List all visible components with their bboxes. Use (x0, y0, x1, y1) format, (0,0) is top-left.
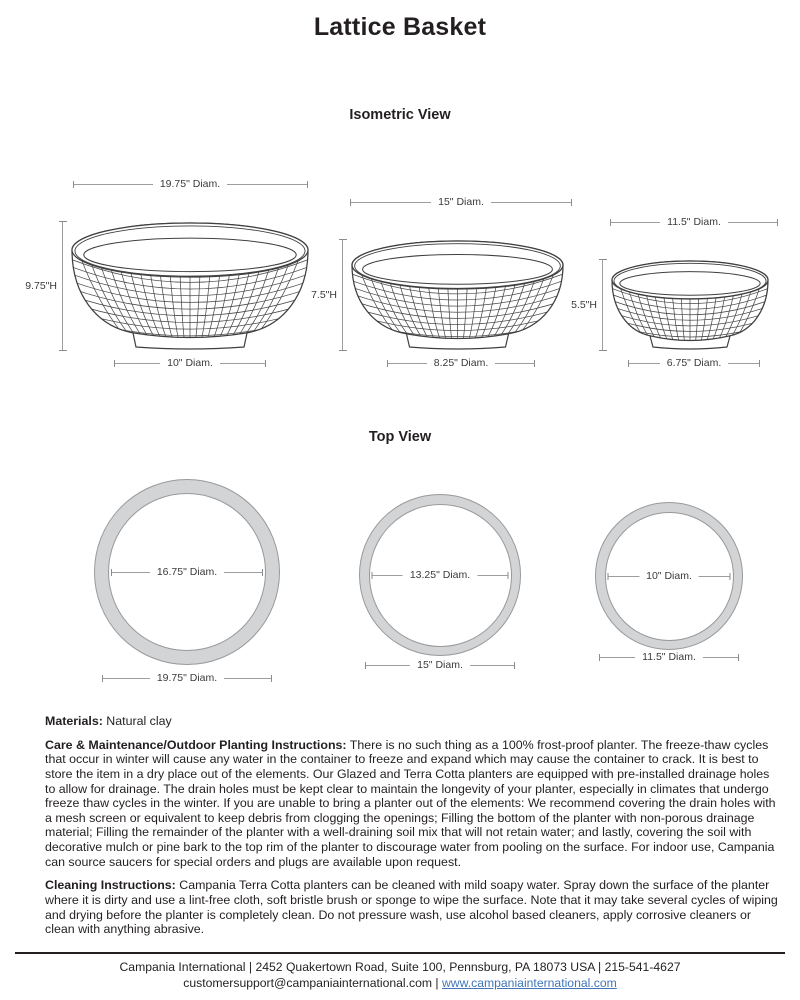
dim-line (103, 678, 150, 679)
planter-figure-small (552, 215, 778, 370)
dim-tick (759, 360, 760, 367)
outer-diameter-dimension (102, 671, 272, 685)
dim-line (600, 657, 635, 658)
dim-line (366, 665, 410, 666)
dim-tick (514, 662, 515, 669)
dim-line (62, 221, 63, 351)
dim-line (703, 657, 738, 658)
isometric-view-section (0, 158, 800, 370)
footer (0, 959, 800, 991)
dim-line (609, 576, 640, 577)
base-diameter-dimension (12, 356, 310, 370)
dimension-label: 7.5"H (311, 289, 337, 301)
footer-divider (15, 952, 785, 954)
dim-line (224, 572, 262, 573)
dim-tick (262, 569, 263, 576)
dim-tick (307, 181, 308, 188)
dimension-label: 11.5" Diam. (667, 216, 721, 228)
planter-isometric-drawing (610, 259, 770, 351)
care-label: Care & Maintenance/Outdoor Planting Instructions: (45, 737, 347, 752)
dim-line (602, 259, 603, 351)
dimension-label: 19.75" Diam. (156, 672, 218, 684)
top-view-heading: Top View (368, 429, 432, 445)
footer-contact-line (0, 975, 800, 991)
base-diameter-dimension (552, 356, 778, 370)
dim-tick (777, 219, 778, 226)
dim-line (220, 363, 265, 364)
materials-line (45, 714, 781, 729)
page-title: Lattice Basket (313, 13, 487, 41)
outer-diameter-dimension (599, 650, 739, 664)
top-view-figure-small (595, 502, 743, 664)
dim-line (699, 576, 730, 577)
dimension-label: 8.25" Diam. (433, 357, 489, 369)
care-instructions-paragraph (45, 738, 781, 870)
dimension-label: 10" Diam. (646, 570, 692, 582)
dimension-label: 5.5"H (571, 299, 597, 311)
dim-line (224, 678, 271, 679)
planter-figure-large (12, 177, 310, 370)
inner-diameter-dimension (111, 565, 263, 579)
dim-line (728, 363, 759, 364)
planter-top-view-ring (595, 502, 743, 650)
dimension-label: 15" Diam. (417, 659, 463, 671)
dim-tick (738, 654, 739, 661)
dimension-label: 11.5" Diam. (642, 651, 696, 663)
cleaning-label: Cleaning Instructions: (45, 878, 176, 893)
dim-line (495, 363, 534, 364)
cleaning-text: Campania Terra Cotta planters can be cleaned with mild soapy water. Spray down the surface of the planter where it is dirty and use a lint-free cloth, soft bristle brush or sponge to wipe the surface. Note that it may take several cycles of wiping and drying before the planter is completely clean. Do not pressure wash, use alcohol based cleaners, apply corrosive cleaners or clean with anything abrasive. (45, 878, 778, 937)
top-view-figure-medium (359, 494, 521, 672)
inner-diameter-dimension (372, 568, 509, 582)
dimension-label: 10" Diam. (167, 357, 213, 369)
planter-top-view-ring (359, 494, 521, 656)
planter-figure-medium (292, 195, 572, 370)
top-view-figure-large (94, 479, 280, 685)
website-link[interactable]: www.campaniainternational.com (441, 976, 617, 991)
dim-line (373, 575, 403, 576)
dim-line (74, 184, 153, 185)
dimension-label: 15" Diam. (438, 196, 484, 208)
base-diameter-dimension (292, 356, 572, 370)
dim-line (227, 184, 306, 185)
outer-diameter-dimension (365, 658, 515, 672)
height-dimension (12, 221, 70, 351)
footer-address-line: Campania International | 2452 Quakertown Road, Suite 100, Pennsburg, PA 18073 USA | 215-541-4627 (119, 960, 681, 974)
isometric-view-heading: Isometric View (349, 107, 451, 123)
dim-tick (271, 675, 272, 682)
planter-isometric-drawing (70, 221, 310, 351)
dim-line (351, 202, 431, 203)
footer-email: customersupport@campaniainternational.com (183, 976, 433, 991)
dim-tick (534, 360, 535, 367)
dim-line (491, 202, 571, 203)
inner-diameter-dimension (608, 569, 731, 583)
dim-line (629, 363, 660, 364)
height-dimension (552, 259, 610, 351)
top-diameter-dimension (12, 177, 310, 191)
dimension-label: 9.75"H (25, 280, 57, 292)
dim-tick (730, 573, 731, 580)
dimension-label: 13.25" Diam. (409, 569, 471, 581)
planter-top-view-ring (94, 479, 280, 665)
care-text: There is no such thing as a 100% frost-proof planter. The freeze-thaw cycles that occur in winter will cause any water in the container to freeze and expand which may cause the container to crack. It is best to store the item in a dry place out of the elements. Our Glazed and Terra Cotta planters are equipped with pre-installed drainage holes to allow for drainage. The drain holes must be kept clear to maintain the longevity of your planter, especially in climates that undergo freeze thaw cycles in the winter. If you are unable to bring a planter out of the elements: We recommend covering the drain holes with a mesh screen or equivalent to keep debris from clogging the openings; Filling the bottom of the planter with non-porous drainage material; Filling the remainder of the planter with a well-draining soil mix that will not retain water; and lastly, covering the soil with decorative mulch or pine bark to the top rim of the planter to discourage water from pooling on the surface. For indoor use, Campania can source saucers for special orders and plugs are available upon request. (45, 737, 776, 869)
dim-line (388, 363, 427, 364)
footer-separator: | (432, 976, 442, 991)
dim-tick (571, 199, 572, 206)
dim-tick (265, 360, 266, 367)
materials-label: Materials: (45, 714, 103, 728)
planter-isometric-drawing (350, 239, 565, 351)
dim-line (728, 222, 777, 223)
dim-line (477, 575, 507, 576)
product-details-text (45, 714, 781, 946)
materials-value: Natural clay (102, 714, 172, 728)
dim-line (611, 222, 660, 223)
dim-line (342, 239, 343, 351)
top-diameter-dimension (292, 195, 572, 209)
cleaning-instructions-paragraph (45, 878, 781, 937)
dim-line (115, 363, 160, 364)
dim-line (112, 572, 150, 573)
dim-line (470, 665, 514, 666)
dimension-label: 19.75" Diam. (159, 178, 221, 190)
dim-tick (508, 572, 509, 579)
dimension-label: 6.75" Diam. (666, 357, 722, 369)
height-dimension (292, 239, 350, 351)
top-diameter-dimension (552, 215, 778, 229)
dimension-label: 16.75" Diam. (156, 566, 218, 578)
